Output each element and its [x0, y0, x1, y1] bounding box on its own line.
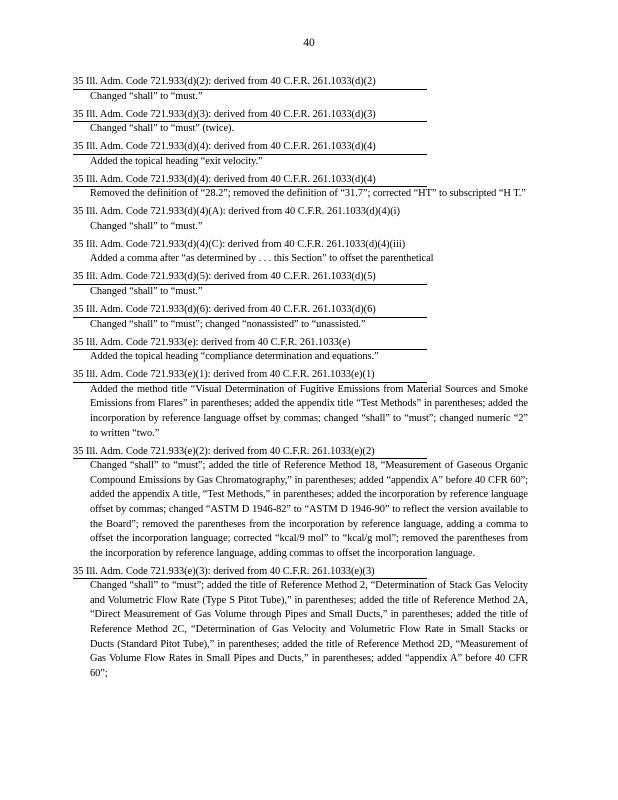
- page-number: 40: [303, 37, 315, 49]
- entry-note: Added the method title “Visual Determination of Fugitive Emissions from Material Sources and Smoke Emissions from Flares” in parentheses; added the appendix title “Test Methods” in parentheses; added the incorporation by reference language offset by commas; changed “shall” to “must”; changed numeric “2” to written “two.”: [90, 383, 528, 439]
- list-item: [73, 238, 528, 267]
- entry-heading: 35 Ill. Adm. Code 721.933(d)(2): derived from 40 C.F.R. 261.1033(d)(2): [73, 75, 427, 90]
- entry-note: Changed “shall” to “must.”: [90, 220, 203, 232]
- list-item: [73, 336, 528, 365]
- list-item: [73, 303, 528, 332]
- list-item: [73, 173, 528, 202]
- entry-note: Added the topical heading “compliance determination and equations.”: [90, 351, 379, 363]
- entry-heading: 35 Ill. Adm. Code 721.933(d)(4): derived from 40 C.F.R. 261.1033(d)(4): [73, 140, 427, 155]
- list-item: [73, 565, 528, 682]
- entry-heading: 35 Ill. Adm. Code 721.933(d)(4)(C): derived from 40 C.F.R. 261.1033(d)(4)(iii): [73, 238, 406, 250]
- list-item: [73, 368, 528, 441]
- list-item: [73, 445, 528, 562]
- entry-heading: 35 Ill. Adm. Code 721.933(d)(4)(A): derived from 40 C.F.R. 261.1033(d)(4)(i): [73, 206, 400, 218]
- entry-heading: 35 Ill. Adm. Code 721.933(d)(6): derived from 40 C.F.R. 261.1033(d)(6): [73, 303, 427, 318]
- entry-heading: 35 Ill. Adm. Code 721.933(d)(4): derived from 40 C.F.R. 261.1033(d)(4): [73, 173, 427, 188]
- entry-heading: 35 Ill. Adm. Code 721.933(d)(3): derived from 40 C.F.R. 261.1033(d)(3): [73, 108, 427, 123]
- list-item: [73, 205, 528, 234]
- entry-heading: 35 Ill. Adm. Code 721.933(e)(2): derived from 40 C.F.R. 261.1033(e)(2): [73, 445, 427, 460]
- list-item: [73, 270, 528, 299]
- entry-heading: 35 Ill. Adm. Code 721.933(e)(1): derived from 40 C.F.R. 261.1033(e)(1): [73, 368, 427, 383]
- list-item: [73, 140, 528, 169]
- document-body: [73, 75, 528, 685]
- entry-heading: 35 Ill. Adm. Code 721.933(d)(5): derived from 40 C.F.R. 261.1033(d)(5): [73, 270, 427, 285]
- entry-note: Added a comma after “as determined by . . . this Section” to offset the parenthetical: [90, 253, 434, 265]
- entry-note: Changed “shall” to “must”; changed “nonassisted” to “unassisted.”: [90, 318, 366, 330]
- entry-note: Removed the definition of “28.2”; removed the definition of “31.7”; corrected “HT” to subscripted “H T.”: [90, 188, 526, 200]
- entry-note: Changed “shall” to “must.”: [90, 286, 203, 298]
- list-item: [73, 75, 528, 104]
- entry-note: Changed “shall” to “must”; added the title of Reference Method 18, “Measurement of Gaseous Organic Compound Emissions by Gas Chromatography,” in parentheses; added “appendix A” before 40 CFR 60”; added the appendix A title, “Test Methods,” in parentheses; added the incorporation by reference language offset by commas; changed “ASTM D 1946-82” to “ASTM D 1946-90” to reflect the version available to the Board”; removed the parentheses from the incorporation by reference language, adding a comma to offset the incorporation language; corrected “kcal/9 mol” to “kcal/g mol”; removed the parentheses from the incorporation by reference language, adding commas to offset the incorporation language.: [90, 460, 528, 559]
- entry-note: Changed “shall” to “must”; added the title of Reference Method 2, “Determination of Stack Gas Velocity and Volumetric Flow Rate (Type S Pitot Tube),” in parentheses; added the title of Reference Method 2A, “Direct Measurement of Gas Volume through Pipes and Small Ducts,” in parentheses; added the title of Reference Method 2C, “Determination of Gas Velocity and Volumetric Flow Rate in Small Stacks or Ducts (Standard Pitot Tube),” in parentheses; added the title of Reference Method 2D, “Measurement of Gas Volume Flow Rates in Small Pipes and Ducts,” in parentheses; added “appendix A” before 40 CFR 60”;: [90, 580, 528, 679]
- list-item: [73, 108, 528, 137]
- entry-heading: 35 Ill. Adm. Code 721.933(e): derived from 40 C.F.R. 261.1033(e): [73, 336, 427, 351]
- entry-heading: 35 Ill. Adm. Code 721.933(e)(3): derived from 40 C.F.R. 261.1033(e)(3): [73, 565, 427, 580]
- entry-note: Added the topical heading “exit velocity.”: [90, 155, 263, 167]
- entry-note: Changed “shall” to “must” (twice).: [90, 123, 235, 135]
- entry-note: Changed “shall” to “must.”: [90, 90, 203, 102]
